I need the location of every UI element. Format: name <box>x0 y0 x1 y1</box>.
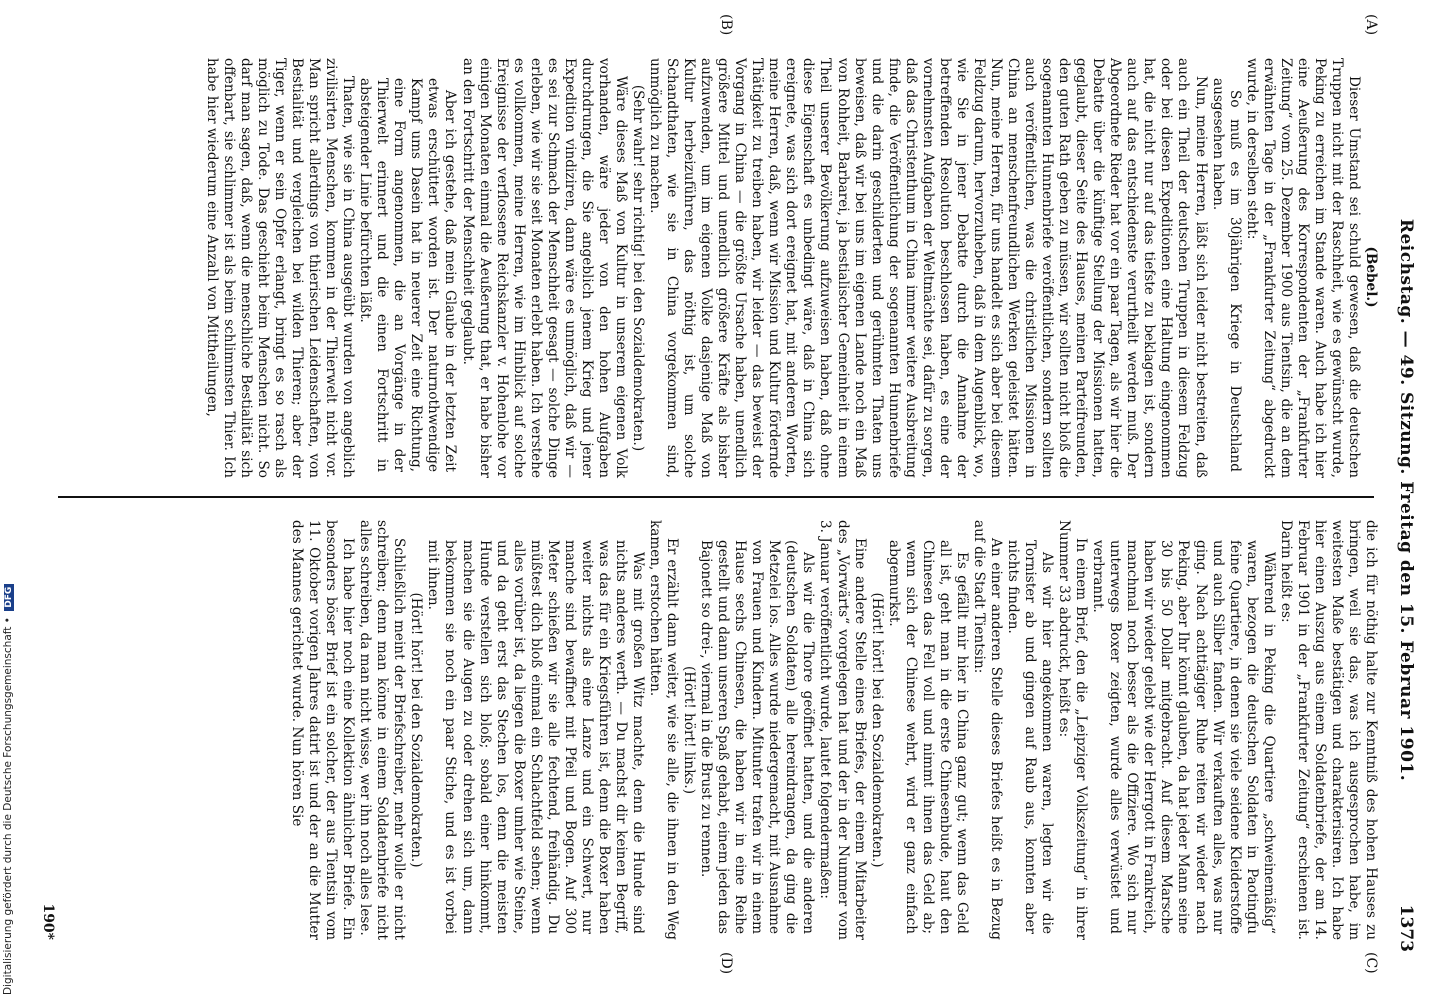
paragraph: In einem Brief, den die „Leipziger Volkszeitung“ in ihrer Nummer 33 abdruckt, heißt es: <box>1056 520 1090 940</box>
quoted-text: Aber ich gestehe, daß mein Glaube in der letzten Zeit etwas erschüttert worden ist. Der naturnothwendige Kampf ums Dasein hat in neuerer Zeit eine Richtung, eine Form angenommen, die an Vorgänge in der Thierwelt erinnert und die einen Fortschritt in absteigender Linie befürchten läßt. <box>357 78 459 472</box>
column-divider <box>58 496 1374 498</box>
interjection: (Hört! hört! bei den Sozialdemokraten.) <box>408 592 425 868</box>
margin-marker-a: (A) <box>1363 14 1379 36</box>
paragraph: die ich für nöthig halte zur Kenntniß des hohen Hauses zu bringen, weil sie das, was ich ausgesprochen habe, im weitesten Maße bestätigen und charakterisiren. Ich habe hier einen Auszug aus einem Soldatenbriefe, der am 14. Februar 1901 in der „Frankfurter Zeitung“ erschienen ist. Darin heißt es: <box>1277 520 1379 940</box>
quoted-text: Als wir hier angekommen waren, legten wir die Tornister ab und gingen auf Raub aus, konnten aber nichts finden. <box>1005 540 1056 934</box>
margin-marker-b: (B) <box>718 14 734 36</box>
paragraph: Dieser Umstand sei schuld gewesen, daß die deutschen Truppen nicht mit der Raschheit, wie es gewünscht wurde, Peking zu erreichen im Stande waren. Auch habe ich hier eine Aeußerung des Korrespondenten der „Frankfurter Zeitung“ vom 25. Dezember 1900 aus Tientsin, die an dem erwähnten Tage in der „Frankfurter Zeitung“ abgedruckt wurde, in derselben steht: <box>1243 58 1362 478</box>
page-header <box>1386 40 1416 960</box>
quoted-text: Es gefällt mir hier in China ganz gut; wenn das Geld all ist, geht man in die erste Chinesenbude, haut den Chinesen das Fell voll und nimmt ihnen das Geld ab; wenn sich der Chinese wehrt, wird er ganz einfach abgemurkst. <box>885 540 970 934</box>
paragraph: Eine andere Stelle eines Briefes, der einem Mitarbeiter des „Vorwärts“ vorgelegen hat und der in der Nummer vom 3. Januar veröffentlicht wurde, lautet folgendermaßen: <box>817 520 868 940</box>
paragraph: Schließlich meint der Briefschreiber, mehr wolle er nicht schreiben; denn man könne in einem Soldatenbriefe nicht alles schreiben, da man nicht wisse, wer ihn noch alles lese. <box>357 520 408 940</box>
quoted-text: Als wir die Thore geöffnet hatten, und die anderen (deutschen Soldaten) alle hereindrangen, da ging die Metzelei los. Alles wurde niedergemacht, mit Ausnahme von Frauen und Kindern. Mitunter trafen wir in einem Hause sechs Chinesen, die haben wir in eine Reihe gestellt und dann unseren Spaß gehabt, einem jeden das Bajonett so drei-, viermal in die Brust zu rennen. <box>698 540 817 934</box>
credit-text: Digitalisierung gefördert durch die Deutsche Forschungsgemeinschaft • <box>2 617 14 995</box>
left-column <box>203 58 1379 478</box>
sheet-number: 190* <box>40 903 56 940</box>
paragraph: Ich habe hier noch eine Kollektion ähnlicher Briefe. Ein besonders böser Brief ist ein solcher, der aus Tientsin vom 11. Oktober vorigen Jahres datirt ist und der an die Mutter des Mannes gerichtet wurde. Nun hören Sie <box>289 520 357 940</box>
page-title: Reichstag. — 49. Sitzung. Freitag den 15. Februar 1901. <box>1396 218 1416 782</box>
quoted-text: Was mit großen Witz machte, denn die Hunde sind nichts anderes werth. — Du machst dir keinen Begriff, was das für ein Kriegsführen ist, denn die Boxer haben weiter nichts als eine Lanze und ein Schwert, nur manche sind bewaffnet mit Pfeil und Bogen. Auf 300 Meter schießen wir sie alle fechtend, freihändig. Du müßtest dich bloß einmal ein Schlachtfeld sehen; wenn alles vorüber ist, da liegen die Boxer umher wie Steine, und da geht erst das Stechen los, denn die meisten Hunde verstellen sich bloß; sobald einer hinkommt, machen sie die Augen zu oder drehen sich um, dann bekommen sie noch ein paar Stiche, und es ist vorbei mit ihnen. <box>425 540 646 934</box>
speaker-name: (Bebel.) <box>1363 246 1379 308</box>
right-column <box>288 520 1379 940</box>
interjection: (Sehr wahr! sehr richtig! bei den Sozialdemokraten.) <box>629 84 646 452</box>
interjection: (Hört! hört! bei den Sozialdemokraten.) <box>868 592 885 868</box>
interjection: (Hört! hört! links.) <box>681 665 698 795</box>
dfg-logo: DFG <box>4 584 14 611</box>
digitization-credit <box>2 5 14 995</box>
margin-marker-c: (C) <box>1363 952 1379 974</box>
paragraph: Er erzählt dann weiter, wie sie alle, die ihnen in den Weg kamen, erstochen hätten. <box>647 520 681 940</box>
margin-marker-d: (D) <box>718 952 734 975</box>
paragraph: Thaten, wie sie in China ausgeübt wurden von angeblich zivilisirten Menschen, kommen in der Thierwelt nicht vor. Man spricht allerdings von thierischen Leidenschaften, von Bestialität und vergleichen bei wilden Thieren; aber der Tiger, wenn er sein Opfer erlangt, bringt es so rasch als möglich zu Tode. Das geschieht beim Menschen nicht. So darf man sagen, daß, wenn die menschliche Bestialität sich offenbart, sie schlimmer ist als beim schlimmsten Thier. Ich habe hier wiederum eine Anzahl von Mittheilungen, <box>203 58 357 478</box>
page-number: 1373 <box>1396 904 1416 952</box>
quoted-text: So muß es im 30jährigen Kriege in Deutschland ausgesehen haben. <box>1209 78 1243 472</box>
quoted-text: Während in Peking die Quartiere „schweinemäßig“ waren, bezogen die deutschen Soldaten in Paotingfu feine Quartiere, in denen sie viele seidene Kleiderstoffe und auch Silber fanden. Wir verkauften alles, was nur ging. Nach achttägiger Ruhe reiten wir wieder nach Peking, aber Ihr könnt glauben, da hat jeder Mann seine 30 bis 50 Dollar mitgebracht. Auf diesem Marsche haben wir wieder gelebt wie der Herrgott in Frankreich, manchmal noch besser als die Offiziere. Wo sich nur unterwegs Boxer zeigten, wurde alles verwüstet und verbrannt. <box>1090 540 1277 934</box>
paragraph: An einer anderen Stelle dieses Briefes heißt es in Bezug auf die Stadt Tientsin: <box>970 520 1004 940</box>
paragraph: Nun, meine Herren, läßt sich leider nicht bestreiten, daß auch ein Theil der deutschen Truppen in diesem Feldzug oder bei diesen Expeditionen eine Haltung eingenommen hat, die nicht nur auf das tiefste zu beklagen ist, sondern auch auf das entschiedenste verurtheilt werden muß. Der Abgeordnete Rieder hat vor ein paar Tagen, als wir hier die Debatte über die künftige Stellung der Missionen hatten, geglaubt, dieser Seite des Hauses, meinen Parteifreunden, den guten Rath geben zu müssen, wir sollten nicht bloß die sogenannten Hunnenbriefe veröffentlichen, sondern sollten auch veröffentlichen, was die christlichen Missionen in China an menschenfreundlichen Werken geleistet hätten. Nun, meine Herren, für uns handelt es sich aber bei diesem Feldzug darum, hervorzuheben, daß in dem Augenblick, wo, wie Sie in jener Debatte durch die Annahme der betreffenden Resolution beschlossen haben, es eine der vornehmsten Aufgaben der Weltmächte sei, dafür zu sorgen, daß das Christenthum in China immer weitere Ausbreitung finde, die Veröffentlichung der sogenannten Hunnenbriefe und die darin geschilderten und gerühmten Thaten uns beweisen, daß wir bei uns im eigenen Lande noch ein Maß von Rohheit, Barbarei, ja bestialischer Gemeinheit in einem Theil unserer Bevölkerung aufzuweisen haben, daß ohne diese Eigenschaft es unbedingt wäre, daß in China sich ereignete, was sich dort ereignet hat, mit anderen Worten, meine Herren, daß, wenn wir Mission und Kultur fördernde Thätigkeit zu treiben haben, wir leider — das beweist der Vorgang in China — die größte Ursache haben, unendlich größere Mittel und unendlich größere Kräfte als bisher aufzuwenden, um im eigenen Volke dasjenige Maß von Kultur herbeizuführen, das nöthig ist, um solche Schandthaten, wie sie in China vorgekommen sind, unmöglich zu machen. <box>647 58 1209 478</box>
paragraph: Wäre dieses Maß von Kultur in unserem eigenen Volk vorhanden, wäre jeder von den hohen Aufgaben durchdrungen, die Sie angeblich jenem Krieg und jener Expedition vindiziren, dann wäre es unmöglich, daß wir — es sei zur Schmach der Menschheit gesagt — solche Dinge erleben, wie wir sie seit Monaten erlebt haben. Ich verstehe es vollkommen, meine Herren, wie im Hinblick auf solche Ereignisse der verflossene Reichskanzler v. Hohenlohe vor einigen Monaten einmal die Aeußerung that, er habe bisher an den Fortschritt der Menschheit geglaubt. <box>459 58 629 478</box>
